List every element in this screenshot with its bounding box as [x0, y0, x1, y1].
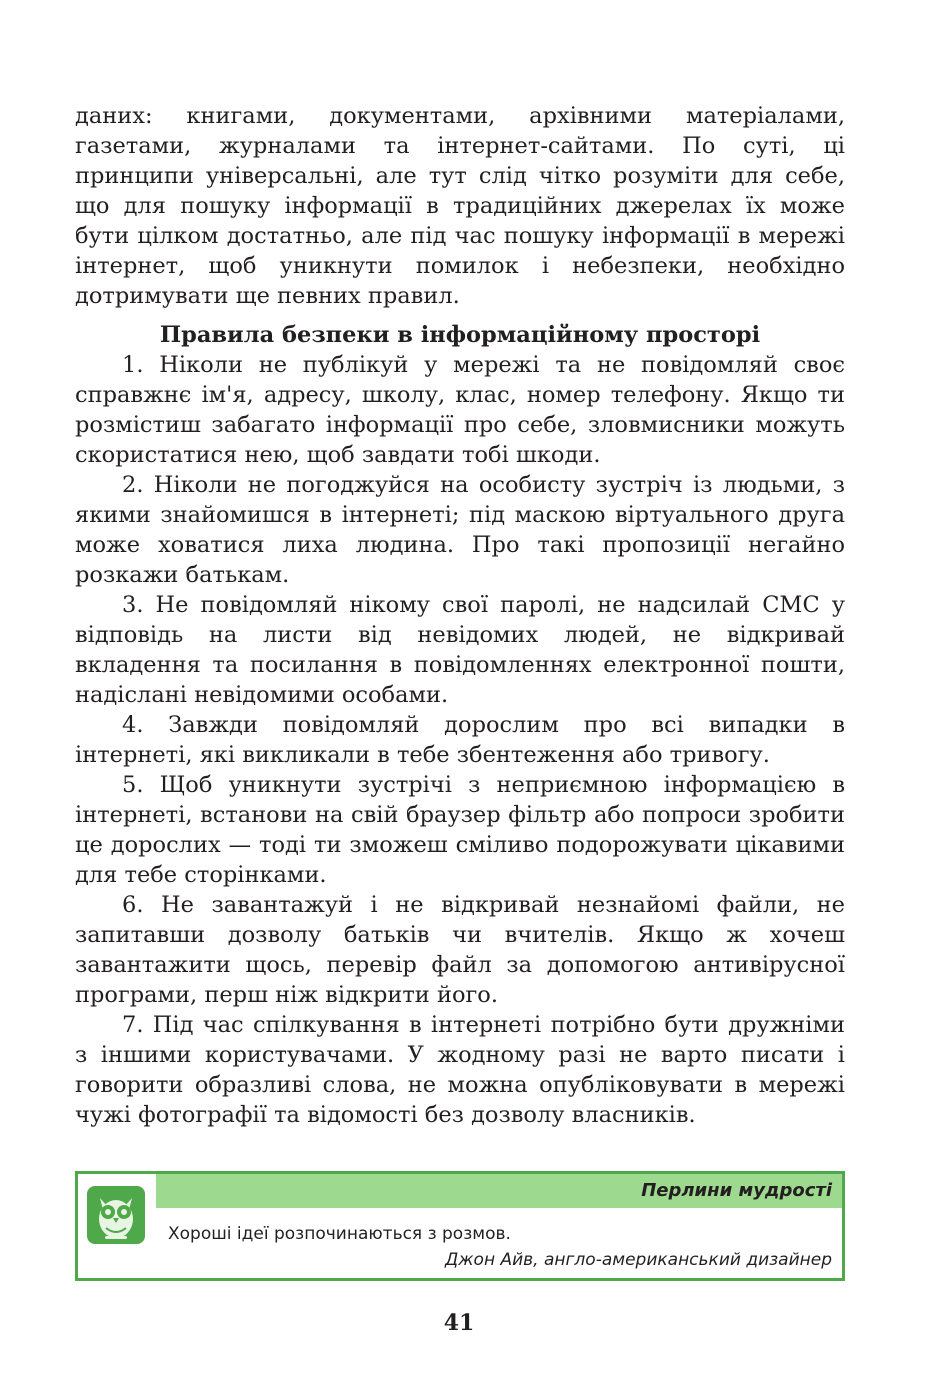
rule-6: 6. Не завантажуй і не відкривай незнайомі файли, не запитавши дозволу батьків чи вчителів. Якщо ж хочеш завантажити щось, перевір файл за допомогою антивірусної програми, перш ніж відкрити його. [75, 892, 845, 1008]
rule-7: 7. Під час спілкування в інтернеті потрібно бути дружніми з іншими користувачами. У жодному разі не варто писати і говорити образливі слова, не можна опубліковувати в мережі чужі фотографії та відомості без дозволу власників. [75, 1012, 845, 1128]
intro-paragraph: даних: книгами, документами, архівними матеріалами, газетами, журналами та інтернет-сайтами. По суті, ці принципи універсальні, але тут слід чітко розуміти для себе, що для пошуку інформації в традиційних джерелах їх може бути цілком достатньо, але під час пошуку інформації в мережі інтернет, щоб уникнути помилок і небезпеки, необхідно дотримувати ще певних правил. [75, 103, 845, 309]
rule-5: 5. Щоб уникнути зустрічі з неприємною інформацією в інтернеті, встанови на свій браузер фільтр або попроси зробити це дорослих — тоді ти зможеш сміливо подорожувати цікавими для тебе сторінками. [75, 772, 845, 888]
wisdom-quote: Хороші ідеї розпочинаються з розмов. [168, 1224, 511, 1244]
rule-2: 2. Ніколи не погоджуйся на особисту зустріч із людьми, з якими знайомишся в інтернеті; під маскою віртуального друга може ховатися лиха людина. Про такі пропозиції негайно розкажи батькам. [75, 472, 845, 588]
rule-3: 3. Не повідомляй нікому свої паролі, не надсилай СМС у відповідь на листи від невідомих людей, не відкривай вкладення та посилання в повідомленнях електронної пошти, надіслані невідомими особами. [75, 592, 845, 708]
wisdom-author: Джон Айв, англо-американський дизайнер [444, 1250, 832, 1270]
wisdom-box [75, 1171, 845, 1281]
rule-4: 4. Завжди повідомляй дорослим про всі випадки в інтернеті, які викликали в тебе збентеження або тривогу. [75, 712, 845, 768]
rule-1: 1. Ніколи не публікуй у мережі та не повідомляй своє справжнє ім'я, адресу, школу, клас, номер телефону. Якщо ти розмістиш забагато інформації про себе, зловмисники можуть скористатися нею, щоб завдати тобі шкоди. [75, 352, 845, 468]
owl-icon [87, 1186, 145, 1244]
wisdom-title: Перлини мудрості [156, 1174, 842, 1208]
section-heading: Правила безпеки в інформаційному просторі [159, 322, 761, 348]
page-number: 41 [443, 1310, 475, 1336]
main-text [75, 101, 845, 1130]
